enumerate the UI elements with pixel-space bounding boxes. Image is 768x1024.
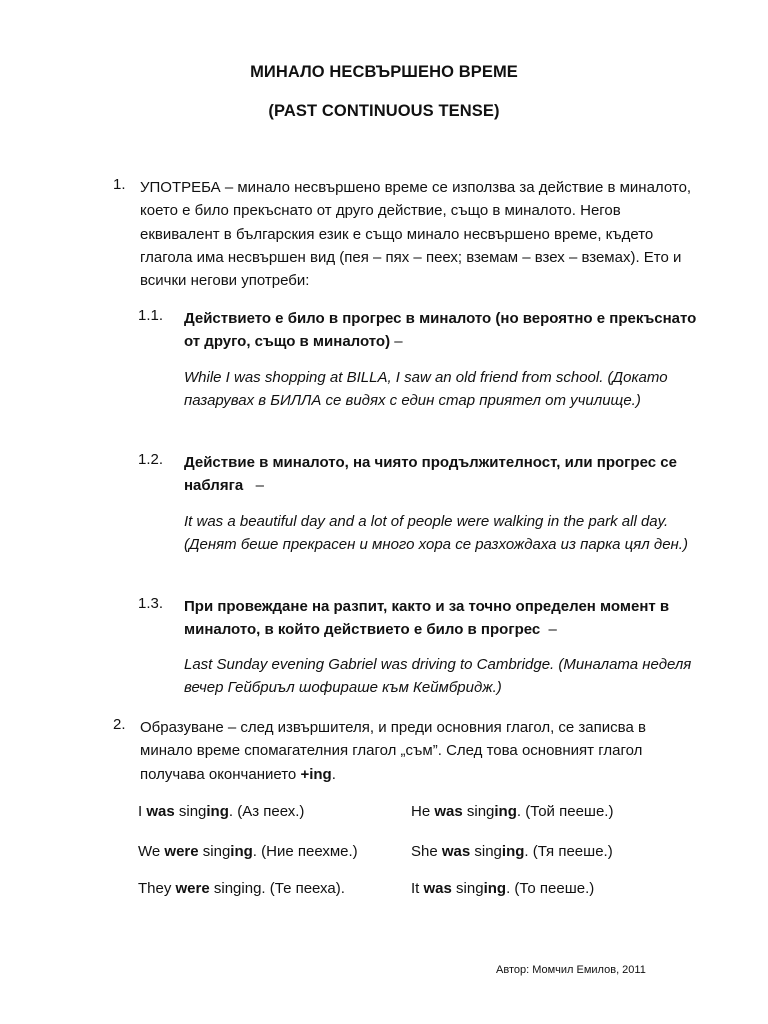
page-title: МИНАЛО НЕСВЪРШЕНО ВРЕМЕ — [250, 63, 518, 81]
auxiliary: was — [146, 803, 175, 820]
item-1-1-dash: – — [390, 333, 403, 351]
auxiliary: were — [164, 843, 199, 860]
section-2-number: 2. — [113, 716, 126, 733]
item-1-2-dash: – — [243, 477, 265, 495]
item-1-1-heading-text: Действието е било в прогрес в миналото (но вероятно е прекъснато от друго, също в миналото) — [184, 310, 697, 351]
conjugation-right-2 — [411, 843, 613, 860]
pronoun: It — [411, 880, 424, 897]
item-1-2-number: 1.2. — [138, 451, 164, 468]
pronoun: We — [138, 843, 165, 860]
section-1-number: 1. — [113, 176, 126, 193]
item-1-1-example: While I was shopping at BILLA, I saw an old friend from school. (Докато пазарувах в БИЛЛА се видях с един стар приятел от училище.) — [184, 369, 668, 410]
verb-stem: sing — [451, 880, 484, 897]
conjugation-right-1 — [411, 803, 613, 820]
verb-stem: sing — [174, 803, 207, 820]
item-1-3-number: 1.3. — [138, 595, 164, 612]
section-2-text-main: Образуване – след извършителя, и преди основния глагол, се записва в минало време спомагателния глагол „съм”. След това основният глагол получава окончанието — [140, 719, 646, 783]
section-2-text — [140, 716, 700, 786]
item-1-3-dash: – — [540, 621, 557, 639]
translation: . (То пееше.) — [506, 880, 595, 897]
item-1-2-heading — [184, 451, 704, 498]
verb-stem: sing — [198, 843, 231, 860]
auxiliary: was — [434, 803, 463, 820]
verb-ending: ing — [501, 843, 525, 860]
pronoun: He — [411, 803, 435, 820]
auxiliary: was — [441, 843, 471, 860]
section-2-suffix: +ing — [300, 765, 332, 783]
verb-ending: ing — [230, 843, 253, 860]
verb-stem: singing — [209, 880, 262, 897]
translation: . (Той пееше.) — [516, 803, 614, 820]
pronoun: They — [138, 880, 176, 897]
verb-stem: sing — [462, 803, 495, 820]
pronoun: She — [411, 843, 442, 860]
item-1-3-heading-text: При провеждане на разпит, както и за точно определен момент в миналото, в който действието е било в прогрес — [184, 598, 670, 639]
auxiliary: was — [423, 880, 452, 897]
translation: . (Ние пеехме.) — [252, 843, 358, 860]
item-1-3-heading — [184, 595, 704, 642]
section-1-text: УПОТРЕБА – минало несвършено време се използва за действие в миналото, което е било прекъснато от друго действие, също в миналото. Негов еквивалент в българския език е също минало несвършено време, където глагола има несвършен вид (пея – пях – пеех; вземам – взех – вземах). Ето и всички негови употреби: — [140, 179, 692, 290]
verb-ending: ing — [206, 803, 229, 820]
translation: . (Тя пееше.) — [524, 843, 613, 860]
item-1-1-number: 1.1. — [138, 307, 164, 324]
verb-stem: sing — [470, 843, 502, 860]
author-footer: Автор: Момчил Емилов, 2011 — [496, 964, 646, 976]
conjugation-left-3 — [138, 880, 345, 897]
translation: . (Те пееха). — [261, 880, 345, 897]
pronoun: I — [138, 803, 147, 820]
conjugation-left-2 — [138, 843, 358, 860]
item-1-2-example: It was a beautiful day and a lot of people were walking in the park all day. (Денят беше прекрасен и много хора се разхождаха из парка цял ден.) — [184, 513, 688, 554]
verb-ending: ing — [483, 880, 507, 897]
item-1-2-heading-text: Действие в миналото, на чиято продължителност, или прогрес се набляга — [184, 454, 677, 495]
translation: . (Аз пеех.) — [228, 803, 305, 820]
conjugation-left-1 — [138, 803, 304, 820]
section-2-period: . — [331, 765, 336, 783]
page-subtitle: (PAST CONTINUOUS TENSE) — [268, 102, 500, 120]
item-1-3-example: Last Sunday evening Gabriel was driving to Cambridge. (Миналата неделя вечер Гейбриъл шофираше към Кеймбридж.) — [184, 656, 692, 697]
verb-ending: ing — [494, 803, 517, 820]
conjugation-right-3 — [411, 880, 594, 897]
item-1-1-heading — [184, 307, 704, 354]
auxiliary: were — [175, 880, 210, 897]
